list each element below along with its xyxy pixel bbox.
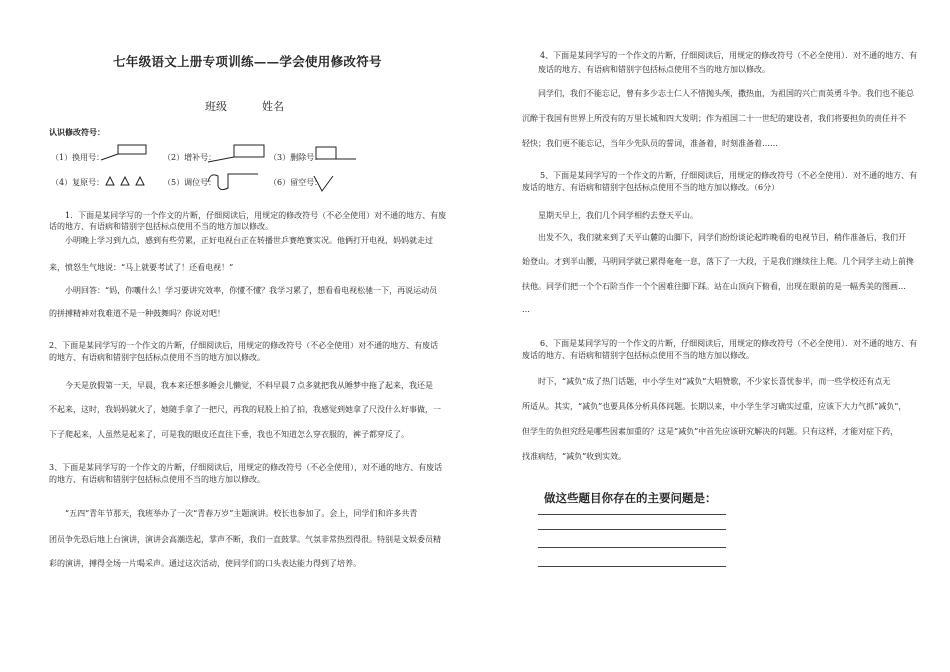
q2-line-1: 今天是放假第一天，早晨，我本来还想多睡会儿懒觉，不料早晨７点多就把我从睡梦中拖了起来，我还是 — [65, 381, 433, 390]
q4-prompt: 4、下面是某同学写的一个作文的片断，仔细阅读后，用规定的修改符号（不必全使用）．对不通的地方、有 — [540, 51, 918, 60]
q2-line-2: 不起来，这时，我妈妈就火了，她随手拿了一把尺，再我的屁股上拍了拍，我感觉到她拿了尺没什么好事做，一 — [49, 405, 441, 414]
symbol-label-insert: （2）增补号： — [163, 153, 217, 162]
q2-prompt-cont: 的地方、有语病和错别字包括标点使用不当的地方加以修改。 — [49, 353, 265, 362]
delete-mark-icon — [312, 143, 360, 165]
q1-line-2: 来，愤怒生气地说：“马上就要考试了！还看电视！” — [49, 263, 234, 272]
restore-mark-icon — [104, 175, 150, 187]
q5-line-4: 扶他。同学们把一个个石阶当作一个个困难往脚下踩。站在山顶向下俯看，出现在眼前的是一幅秀美的图画… — [522, 282, 906, 291]
insert-mark-icon — [206, 142, 266, 168]
q2-line-3: 下子爬起来，人虽然是起来了，可是我的眼皮还直往下垂，我也不知道怎么穿衣服的，裤子都穿反了。 — [49, 430, 409, 439]
q2-prompt: 2、下面是某同学写的一个作文的片断，仔细阅读后，用规定的修改符号（不必全使用）对不通的地方、有废话 — [49, 341, 439, 350]
q6-line-4: 找准病结，“减负”收到实效。 — [522, 452, 627, 461]
q5-line-3: 始登山。才到半山腰，马明同学就已累得奄奄一息，落下了一大段，于是我们继续往上爬。几个同学主动上前搀 — [522, 257, 914, 266]
q3-line-3: 彩的演讲，搏得全场一片喝采声。通过这次活动，使同学们的口头表达能力得到了培养。 — [49, 559, 361, 568]
space-mark-icon — [311, 173, 337, 195]
q5-prompt-cont: 废话的地方、有语病和错别字包括标点使用不当的地方加以修改。（6分） — [522, 183, 780, 192]
q6-line-1: 时下，“减负”成了热门话题，中小学生对“减负”大唱赞歌，不少家长喜忧参半，而一些学校还有点无 — [538, 377, 891, 386]
q3-prompt-cont: 的地方、有语病和错别字包括标点使用不当的地方加以修改。 — [49, 475, 265, 484]
answer-line-4[interactable] — [538, 566, 726, 567]
q6-prompt-cont: 废话的地方、有语病和错别字包括标点使用不当的地方加以修改。 — [522, 351, 754, 360]
q6-line-2: 所适从。其实，“减负”也要具体分析具体问题。长期以来，中小学生学习确实过重，应该下大力气抓“减负”， — [522, 402, 907, 411]
right-page — [478, 0, 950, 672]
q1-line-4: 的拼搏精神对我难道不是一种鼓舞吗？你说对吧！ — [49, 309, 225, 318]
symbol-label-space: （6）留空号： — [269, 178, 323, 187]
symbol-label-replace: （1）换用号： — [51, 153, 105, 162]
q3-line-2: 团员争先恐后地上台演讲，演讲会高潮迭起，掌声不断，我们一直鼓掌。气氛非常热烈得很。特别是文娱委员精 — [49, 535, 441, 544]
symbol-label-transpose: （5）调位号： — [163, 178, 217, 187]
q4-prompt-cont: 废话的地方、有语病和错别字包括标点使用不当的地方加以修改。 — [538, 65, 770, 74]
q4-line-2: 沉醉于我国有世界上所没有的万里长城和四大发明；作为祖国二十一世纪的建设者，我们将要担负的责任并不 — [522, 114, 906, 123]
page-title: 七年级语文上册专项训练——学会使用修改符号 — [113, 54, 382, 69]
q1-line-3: 小明回答：“妈，你嚷什么！学习要讲究效率，你懂不懂？我学习累了，想看看电视松驰一下，再说运动员 — [65, 286, 438, 295]
answer-line-2[interactable] — [538, 529, 726, 530]
q5-line-5: … — [522, 305, 530, 314]
replace-mark-icon — [100, 140, 150, 164]
q5-line-2: 出发不久，我们就来到了天平山麓的山脚下，同学们纷纷谈论起昨晚看的电视节目，稍作准备后，我们开 — [538, 233, 906, 242]
name-label: 姓名 — [262, 100, 284, 113]
q5-prompt: 5、下面是某同学写的一个作文的片断，仔细阅读后，用规定的修改符号（不必全使用）．对不通的地方、有 — [540, 171, 918, 180]
q1-line-1: 小明晚上学习到九点，感到有些劳累，正好电视台正在转播世乒赛绝赛实况。他俩打开电视，妈妈就走过 — [65, 236, 433, 245]
class-label: 班级 — [205, 100, 227, 113]
q3-prompt: 3、下面是某同学写的一个作文的片断，仔细阅读后，用规定的修改符号（不必全使用），对不通的地方、有废话 — [49, 463, 443, 472]
q1-prompt-cont: 话的地方、有语病和错别字包括标点使用不当的地方加以修改。 — [49, 222, 273, 231]
q4-line-3: 轻快；我们更不能忘记，当年少先队员的誓词，准备着，时刻准备着…… — [522, 139, 778, 148]
q1-prompt: 1．下面是某同学写的一个作文的片断，仔细阅读后，用规定的修改符号（不必全使用）对不通的地方、有废 — [65, 211, 447, 220]
transpose-mark-icon — [206, 168, 266, 194]
q6-line-3: 但学生的负担究经是哪些因素加重的？这是“减负”中首先应该研究解决的问题。只有这样，才能对症下药， — [522, 427, 899, 436]
q4-line-1: 同学们，我们不能忘记，曾有多少志士仁人不惜抛头颅，撒热血，为祖国的兴亡而英勇斗争。我们也不能总 — [538, 89, 914, 98]
answer-line-1[interactable] — [538, 514, 726, 515]
reflection-heading: 做这些题目你存在的主要问题是： — [544, 491, 717, 505]
q6-prompt: 6、下面是某同学写的一个作文的片断，仔细阅读后，用规定的修改符号（不必全使用）．对不通的地方、有 — [540, 339, 918, 348]
symbol-label-restore: （4）复原号： — [51, 178, 105, 187]
section-heading: 认识修改符号： — [49, 127, 105, 137]
symbol-label-delete: （3）删除号： — [269, 153, 323, 162]
q3-line-1: “五四”青年节那天，我班举办了一次“青春万岁”主题演讲。校长也参加了。会上，同学们和许多共青 — [65, 509, 418, 518]
q5-line-1: 星期天早上，我们几个同学相约去登天平山。 — [538, 211, 698, 220]
answer-line-3[interactable] — [538, 547, 726, 548]
